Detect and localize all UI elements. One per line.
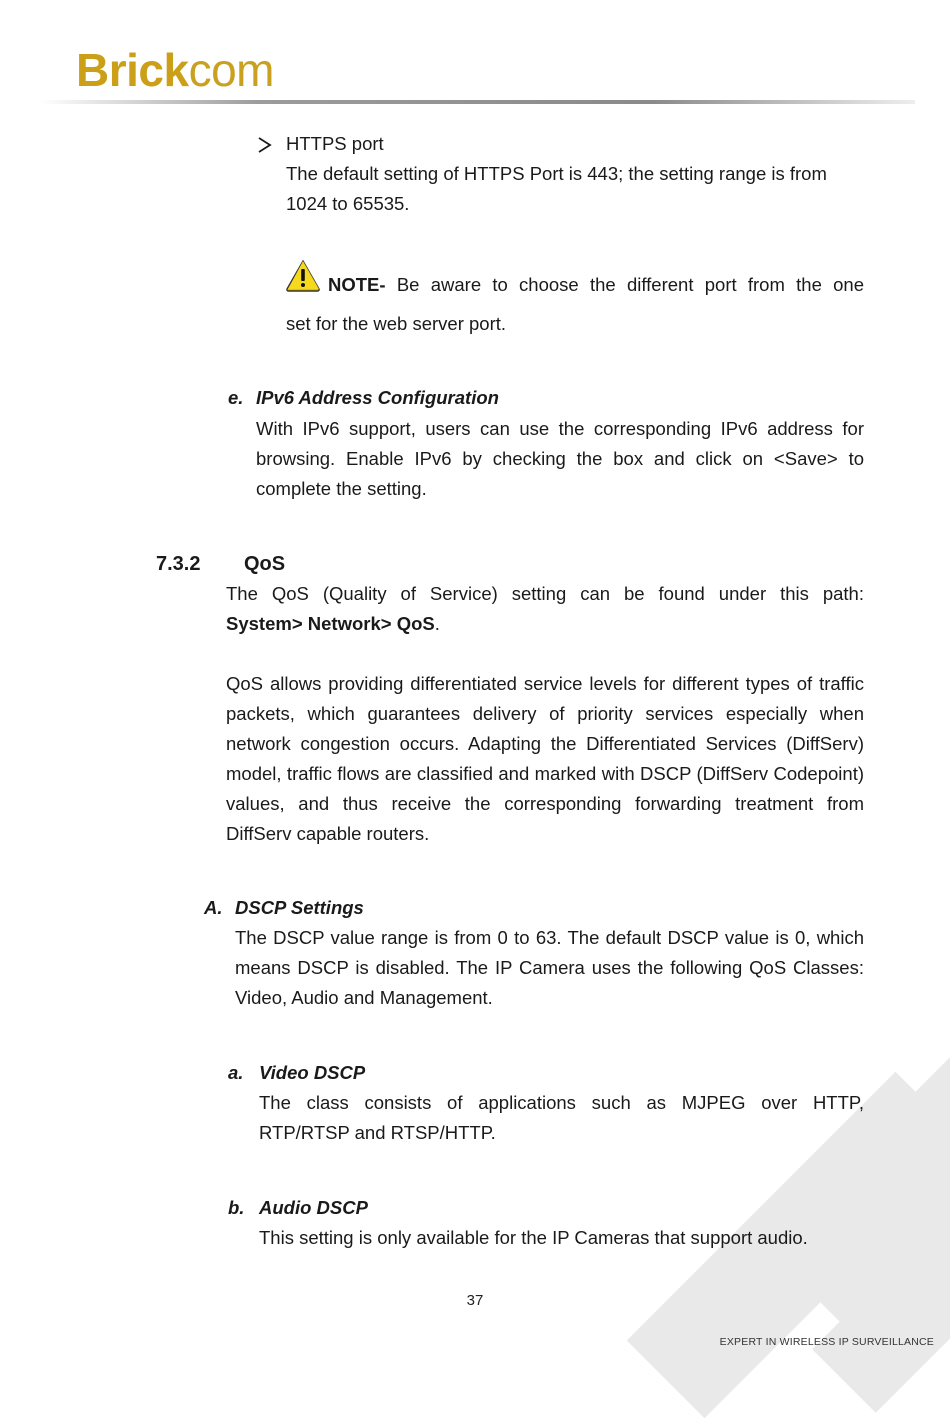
ipv6-title: IPv6 Address Configuration	[256, 387, 499, 408]
note-label: NOTE-	[328, 274, 386, 295]
header-rule	[40, 100, 915, 104]
bullet-arrow-icon	[258, 137, 272, 153]
video-title: Video DSCP	[259, 1062, 366, 1083]
note-line2: set for the web server port.	[286, 313, 507, 334]
dscp-body: The DSCP value range is from 0 to 63. The default DSCP value is 0, which means DSCP is disabled. The IP Camera uses the following QoS Classes: Video, Audio and Management.	[235, 927, 864, 1008]
menu-path: System> Network> QoS	[226, 613, 435, 634]
audio-body: This setting is only available for the IP Cameras that support audio.	[259, 1227, 808, 1248]
section-title: QoS	[244, 553, 286, 575]
audio-title: Audio DSCP	[259, 1197, 368, 1218]
dscp-marker: A.	[204, 897, 223, 918]
note-line1: NOTE- Be aware to choose the different port from the one	[328, 274, 864, 295]
dscp-title: DSCP Settings	[235, 897, 364, 918]
section-number: 7.3.2	[156, 553, 201, 575]
ipv6-body: With IPv6 support, users can use the corresponding IPv6 address for browsing. Enable IPv6 by checking the box and click on <Save> to complete the setting.	[256, 418, 864, 499]
qos-body: QoS allows providing differentiated service levels for different types of traffic packets, which guarantees delivery of priority services especially when network congestion occurs. Adapting the Differentiated Services (DiffServ) model, traffic flows are classified and marked with DSCP (DiffServ Codepoint) values, and thus receive the corresponding forwarding treatment from DiffServ capable routers.	[226, 673, 864, 844]
page-number: 37	[466, 1292, 484, 1309]
brand-logo: Brickcom	[76, 44, 274, 96]
audio-marker: b.	[228, 1197, 245, 1218]
video-body: The class consists of applications such as MJPEG over HTTP, RTP/RTSP and RTSP/HTTP.	[259, 1092, 864, 1143]
qos-path-intro: The QoS (Quality of Service) setting can be found under this path:	[226, 583, 864, 604]
footer-tagline: EXPERT IN WIRELESS IP SURVEILLANCE	[719, 1336, 934, 1348]
https-title: HTTPS port	[286, 133, 384, 154]
warning-icon	[284, 258, 322, 294]
video-marker: a.	[228, 1062, 244, 1083]
https-body: The default setting of HTTPS Port is 443; the setting range is from 1024 to 65535.	[286, 163, 827, 214]
ipv6-marker: e.	[228, 387, 244, 408]
qos-path: System> Network> QoS.	[226, 613, 440, 634]
